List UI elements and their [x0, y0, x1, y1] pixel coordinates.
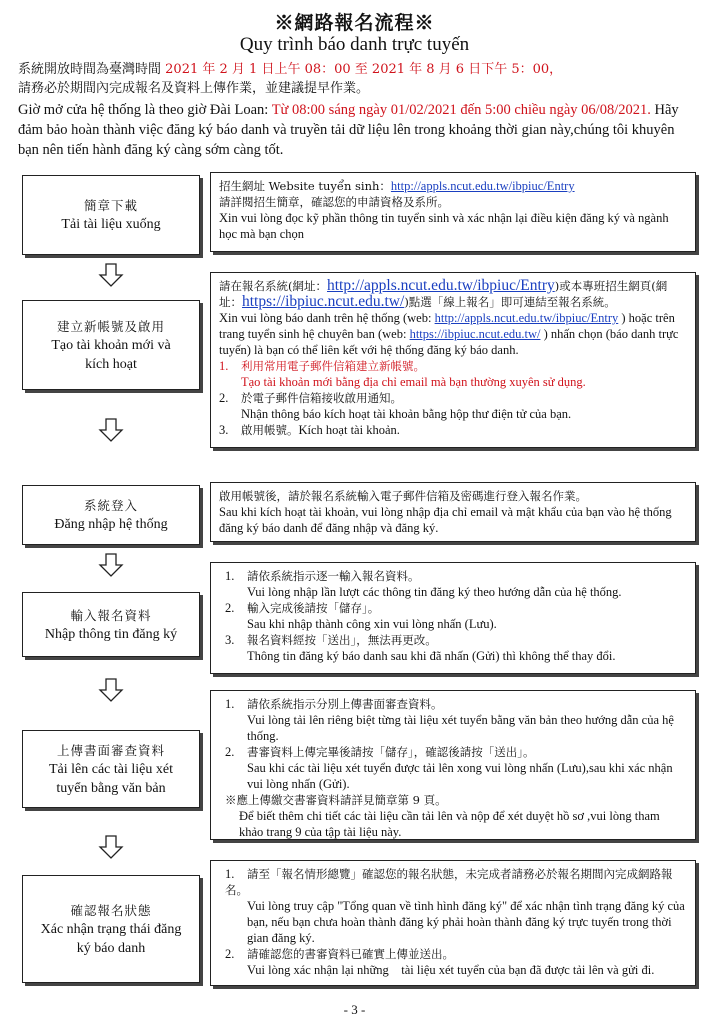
desc-text: ) hoặc trên trang tuyển sinh hệ chuyên ban (web: — [219, 311, 675, 341]
item-vi: Vui lòng tải lên riêng biệt từng tài liệu xét tuyển bằng văn bản theo hướng dẫn của hệ thống. — [247, 713, 674, 743]
step-label-zh: 系統登入 — [83, 498, 138, 513]
item-number: 1. — [219, 359, 229, 373]
website-label: 招生網址 Website tuyển sinh： — [219, 179, 391, 193]
step-label-vi: Nhập thông tin đăng ký — [44, 626, 178, 642]
item-number: 3. — [219, 423, 229, 437]
desc-line: 啟用帳號後，請於報名系統輸入電子郵件信箱及密碼進行登入報名作業。 — [219, 489, 587, 503]
desc-enter-info — [210, 562, 696, 674]
intro-zh-period: 2021 年 2 月 1 日上午 08：00 至 2021 年 8 月 6 日下午 5：00， — [165, 62, 563, 77]
item-vi: Vui lòng truy cập "Tổng quan về tình hình đăng ký" để xác nhận tình trạng đăng ký của bạn, nếu bạn chưa hoàn thành đăng ký phải hoàn thành đăng ký trực tuyến trong thời gian đăng ký. — [247, 899, 685, 945]
entry-link[interactable]: http://appls.ncut.edu.tw/ibpiuc/Entry — [434, 311, 619, 325]
desc-text: 請在報名系統(網址： — [219, 279, 327, 293]
item-vi: Sau khi nhập thành công xin vui lòng nhấn (Lưu). — [247, 617, 497, 631]
step-label-zh: 簡章下載 — [83, 198, 138, 213]
intro-zh-prefix: 系統開放時間為臺灣時間 — [18, 62, 162, 77]
desc-text: )或本專班招生網頁(網址： — [219, 279, 668, 309]
intro-vi-period: Từ 08:00 sáng ngày 01/02/2021 đến 5:00 chiều ngày 06/08/2021. — [271, 102, 651, 118]
page-title-zh: ※網路報名流程※ — [274, 12, 435, 34]
item-zh: 於電子郵件信箱接收啟用通知。 — [241, 391, 402, 405]
step-label-zh: 上傳書面審查資料 — [56, 742, 165, 758]
desc-download — [210, 172, 696, 252]
desc-login — [210, 482, 696, 542]
desc-text: )點選「線上報名」即可連結至報名系統。 — [404, 295, 616, 309]
ibpiuc-link[interactable]: https://ibpiuc.ncut.edu.tw/ — [242, 293, 405, 310]
entry-link[interactable]: http://appls.ncut.edu.tw/ibpiuc/Entry — [390, 179, 575, 193]
step-confirm-status — [22, 875, 200, 983]
desc-line: 請詳閱招生簡章，確認您的申請資格及系所。 — [219, 195, 449, 209]
note-zh: ※應上傳繳交書審資料請詳見簡章第 9 頁。 — [225, 793, 447, 807]
item-number: 1. — [225, 697, 235, 711]
item-vi: Vui lòng xác nhận lại những tài liệu xét tuyển của bạn đã được tải lên và gửi đi. — [247, 963, 655, 977]
intro-vi — [18, 100, 694, 160]
down-arrow-icon — [98, 835, 124, 859]
step-login — [22, 485, 200, 545]
item-vi: Vui lòng nhập lần lượt các thông tin đăng ký theo hướng dẫn của hệ thống. — [247, 585, 622, 599]
item-zh: 啟用帳號。 — [241, 423, 299, 437]
step-label-vi: Đăng nhập hệ thống — [54, 517, 168, 532]
step-label-zh: 建立新帳號及啟用 — [56, 318, 165, 334]
desc-line: Xin vui lòng đọc kỹ phần thông tin tuyển sinh và xác nhận lại điều kiện đăng ký và ngành học mà bạn chọn — [219, 211, 669, 241]
item-vi: Nhận thông báo kích hoạt tài khoản bằng hộp thư điện tử của bạn. — [241, 407, 572, 421]
item-vi: Thông tin đăng ký báo danh sau khi đã nhấn (Gửi) thì không thể thay đổi. — [247, 649, 616, 663]
item-zh: 利用常用電子郵件信箱建立新帳號。 — [241, 359, 425, 373]
item-number: 3. — [225, 633, 235, 647]
desc-upload-docs — [210, 690, 696, 840]
step-label-vi: Tạo tài khoản mới và kích hoạt — [51, 337, 171, 372]
item-number: 2. — [225, 601, 235, 615]
down-arrow-icon — [98, 418, 124, 442]
item-zh: 書審資料上傳完畢後請按「儲存」，確認後請按「送出」。 — [247, 745, 535, 759]
intro-zh-line2: 請務必於期間內完成報名及資料上傳作業，並建議提早作業。 — [18, 81, 370, 96]
item-zh: 輸入完成後請按「儲存」。 — [247, 601, 380, 615]
item-vi: Sau khi các tài liệu xét tuyển được tải lên xong vui lòng nhấn (Lưu),sau khi xác nhận vui lòng nhấn (Gửi). — [247, 761, 673, 791]
intro-vi-rest: Hãy đảm bảo hoàn thành việc đăng ký báo danh và truyền tải dữ liệu lên trong khoảng thời gian này,chúng tôi khuyên bạn nên tiến hành đăng ký càng sớm càng tốt. — [18, 102, 679, 158]
down-arrow-icon — [98, 263, 124, 287]
desc-confirm-status — [210, 860, 696, 986]
item-number: 2. — [225, 745, 235, 759]
ibpiuc-link[interactable]: https://ibpiuc.ncut.edu.tw/ — [409, 327, 541, 341]
item-zh: 請至「報名情形總覽」確認您的報名狀態，未完成者請務必於報名期間內完成網路報名。 — [225, 867, 673, 897]
item-number: 1. — [225, 569, 235, 583]
item-zh: 請依系統指示逐一輸入報名資料。 — [247, 569, 420, 583]
item-vi: Tạo tài khoản mới bằng địa chỉ email mà bạn thường xuyên sử dụng. — [241, 375, 586, 389]
step-download — [22, 175, 200, 255]
item-number: 2. — [219, 391, 229, 405]
item-zh: 請確認您的書審資料已確實上傳並送出。 — [247, 947, 454, 961]
step-label-vi: Xác nhận trạng thái đăng ký báo danh — [40, 921, 182, 956]
item-zh: 請依系統指示分別上傳書面審查資料。 — [247, 697, 443, 711]
step-create-account — [22, 300, 200, 390]
item-number: 2. — [225, 947, 235, 961]
item-zh: 報名資料經按「送出」，無法再更改。 — [247, 633, 437, 647]
step-label-zh: 確認報名狀態 — [70, 902, 152, 918]
entry-link[interactable]: http://appls.ncut.edu.tw/ibpiuc/Entry — [327, 277, 555, 294]
intro-zh — [18, 60, 694, 98]
step-label-vi: Tải tài liệu xuống — [61, 217, 161, 232]
intro-vi-prefix: Giờ mở cửa hệ thống là theo giờ Đài Loan: — [18, 102, 272, 118]
page-number: - 3 - — [343, 1002, 366, 1017]
step-label-vi: Tải lên các tài liệu xét tuyển bằng văn bản — [49, 761, 173, 796]
item-vi: Kích hoạt tài khoản. — [298, 423, 400, 437]
note-vi: Để biết thêm chi tiết các tài liệu cần tải lên và nộp để xét duyệt hồ sơ ,vui lòng tham khảo trang 9 của tập tài liệu này. — [239, 809, 660, 839]
desc-text: ) nhấn chọn (báo danh trực tuyến) là bạn có thể liên kết với hệ thống đăng ký báo danh. — [219, 327, 679, 357]
desc-text: Xin vui lòng báo danh trên hệ thống (web: — [219, 311, 435, 325]
item-number: 1. — [225, 867, 235, 881]
desc-create-account — [210, 272, 696, 448]
step-enter-info — [22, 592, 200, 657]
down-arrow-icon — [98, 553, 124, 577]
desc-line: Sau khi kích hoạt tài khoản, vui lòng nhập địa chỉ email và mật khẩu của bạn vào hệ thống đăng ký báo danh để đăng nhập và đăng ký. — [219, 505, 672, 535]
down-arrow-icon — [98, 678, 124, 702]
step-label-zh: 輸入報名資料 — [70, 607, 152, 623]
step-upload-docs — [22, 730, 200, 808]
page-title-vi: Quy trình báo danh trực tuyến — [239, 34, 470, 55]
